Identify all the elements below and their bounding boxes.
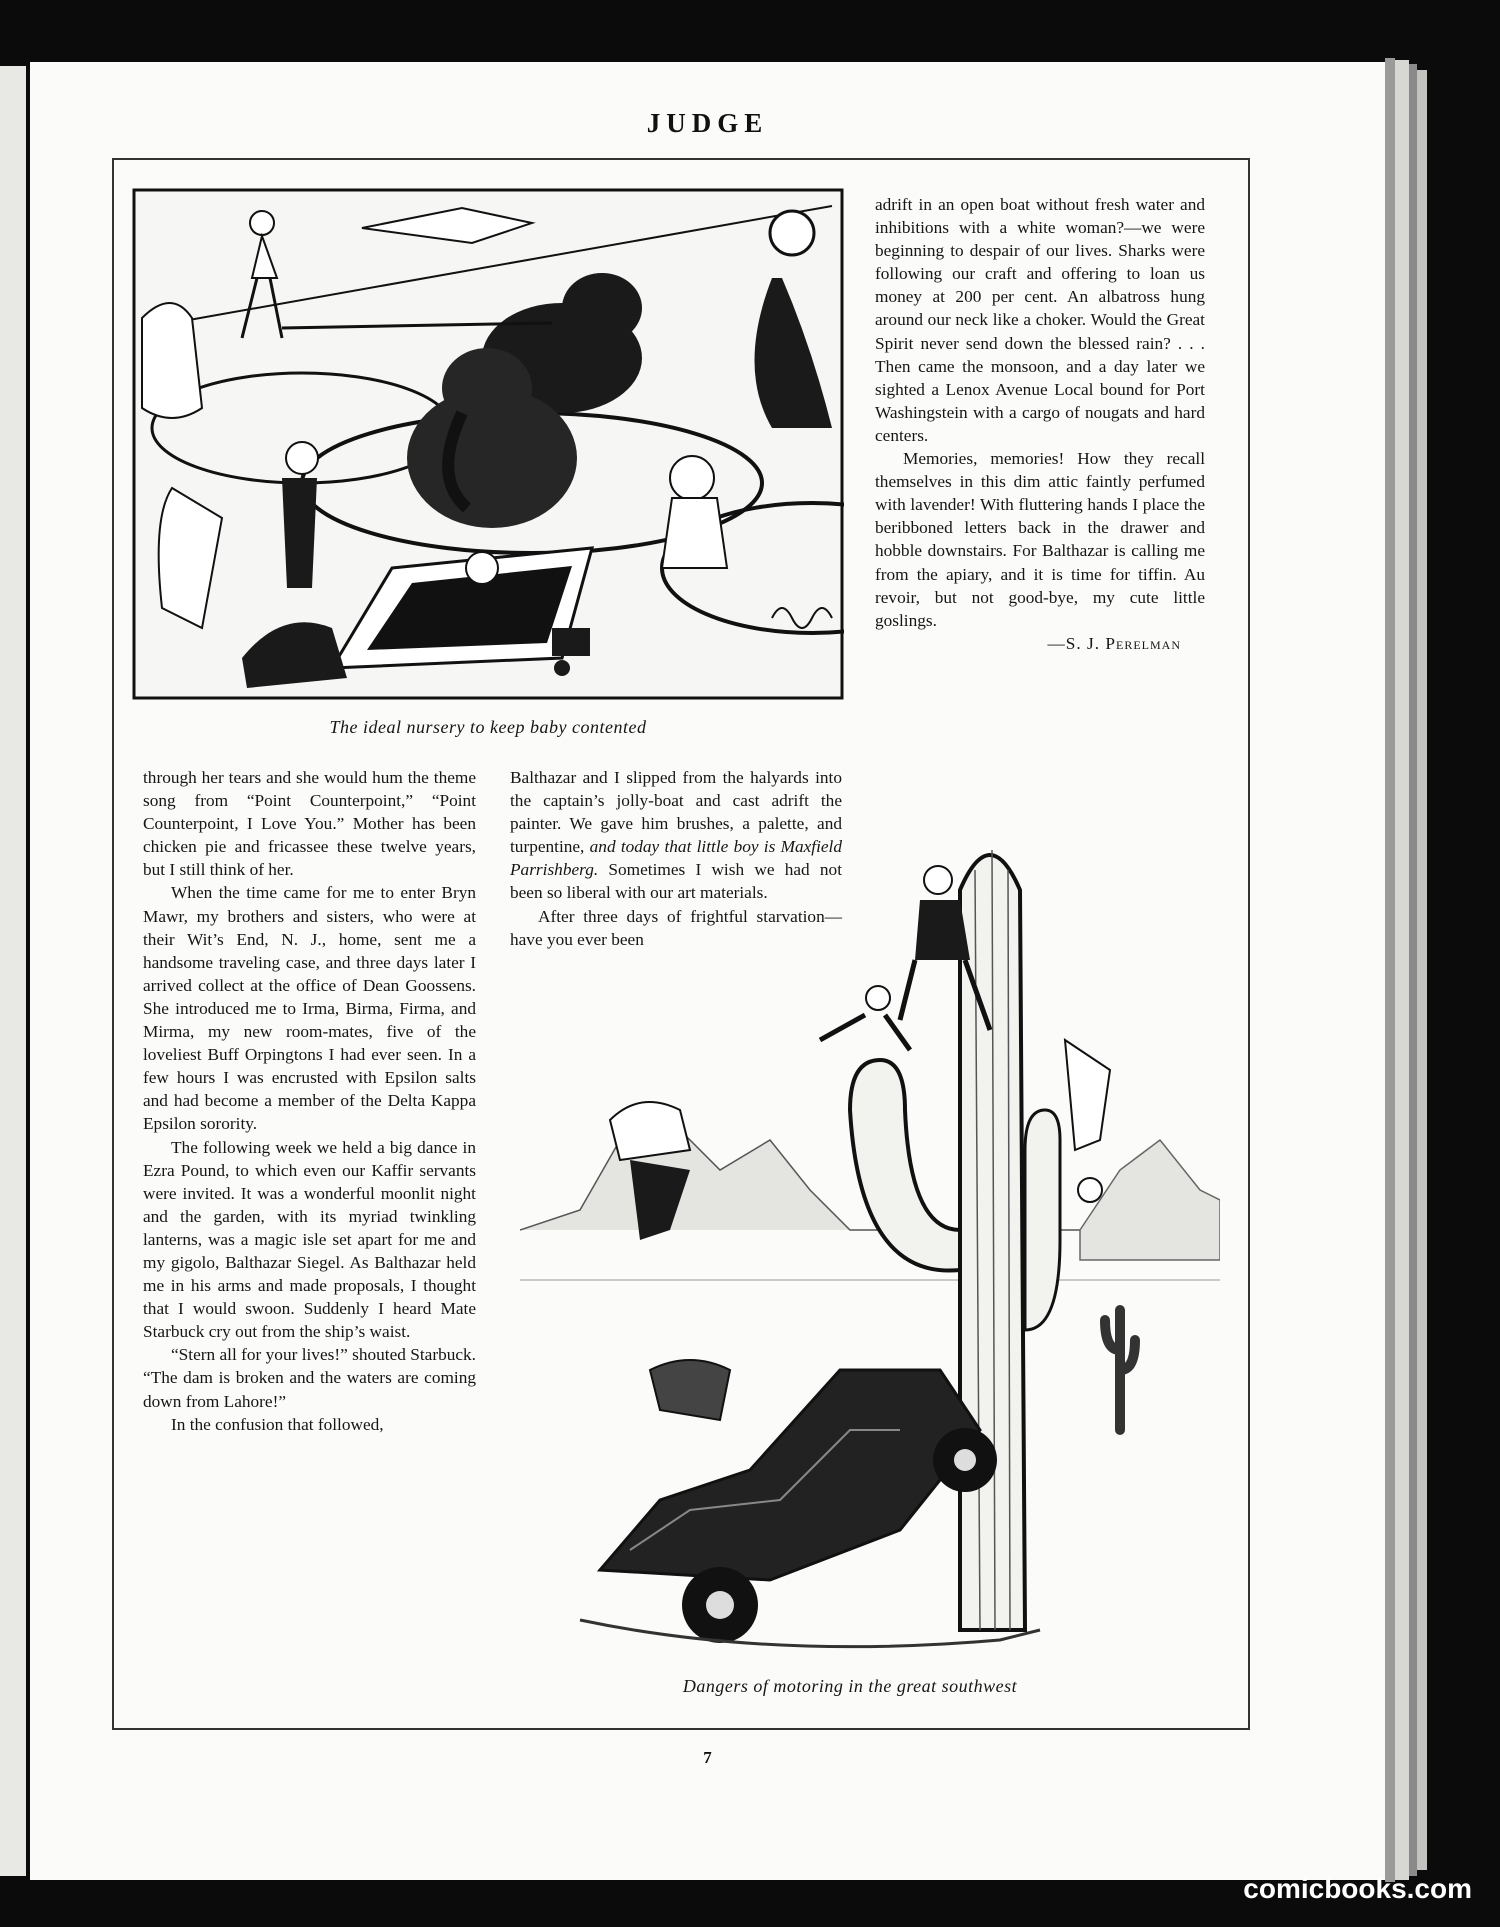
- article-paragraph: In the confusion that followed,: [171, 1414, 384, 1434]
- desert-caption: Dangers of motoring in the great southwest: [682, 1676, 1018, 1696]
- article-paragraph: adrift in an open boat without fresh water and inhibitions with a white woman?—we were beginning to despair of our lives. Sharks were following our craft and offering to loan us money at 200 per cent. An albatross hung around our neck like a choker. Would the Great Spirit never send down the blessed rain? . . . Then came the monsoon, and a day later we sighted a Lenox Avenue Local bound for Port Washingstein with a cargo of nougats and hard centers.: [875, 195, 1205, 445]
- article-paragraph: The following week we held a big dance in Ezra Pound, to which even our Kaffir servants were invited. It was a wonderful moonlit night and the garden, with its myriad twinkling lanterns, was a magic isle set apart for me and my gigolo, Balthazar Siegel. As Balthazar held me in his arms and made proposals, I thought that I would swoon. Suddenly I heard Mate Starbuck cry out from the ship’s waist.: [143, 1137, 476, 1342]
- article-paragraph: Memories, memories! How they recall themselves in this dim attic faintly perfumed with lavender! With fluttering hands I place the beribboned letters back in the drawer and hobble downstairs. For Balthazar is calling me from the apiary, and it is time for tiffin. Au revoir, but not good-bye, my cute little goslings.: [875, 449, 1205, 630]
- nursery-caption: The ideal nursery to keep baby contented: [329, 717, 647, 737]
- watermark: comicbooks.com: [1243, 1873, 1472, 1904]
- desert-illustration: [520, 810, 1220, 1670]
- article-text: Balthazar and I slipped from the halyards into the captain’s jolly-boat and cast adrift the painter. We gave him brushes, a palette, and turpentine,: [510, 768, 842, 857]
- article-paragraph: After three days of frightful starvation—have you ever been: [510, 906, 842, 949]
- page-number: 7: [703, 1748, 712, 1767]
- article-paragraph: When the time came for me to enter Bryn Mawr, my brothers and sisters, who were at their Wit’s End, N. J., home, sent me a handsome traveling case, and three days later I arrived collect at the office of Dean Goossens. She introduced me to Irma, Birma, Firma, and Mirma, my new room-mates, five of the loveliest Buff Orpingtons I had ever seen. In a few hours I was encrusted with Epsilon salts and had become a member of the Delta Kappa Epsilon sorority.: [143, 883, 476, 1134]
- article-text: Sometimes I wish we had not been so liberal with our art materials.: [510, 860, 842, 903]
- page-title: JUDGE: [646, 108, 769, 138]
- article-paragraph: “Stern all for your lives!” shouted Starbuck. “The dam is broken and the waters are coming down from Lahore!”: [143, 1345, 476, 1411]
- article-column-3: [875, 193, 1205, 655]
- nursery-illustration: [132, 188, 844, 700]
- author-signature: —S. J. Perelman: [1047, 633, 1181, 653]
- article-italic-text: and today that little boy is Maxfield Parrishberg.: [510, 837, 842, 880]
- article-column-1: [143, 766, 476, 1436]
- article-paragraph: through her tears and she would hum the theme song from “Point Counterpoint,” “Point Counterpoint, I Love You.” Mother has been chicken pie and fricassee these twelve years, but I still think of her.: [143, 768, 476, 880]
